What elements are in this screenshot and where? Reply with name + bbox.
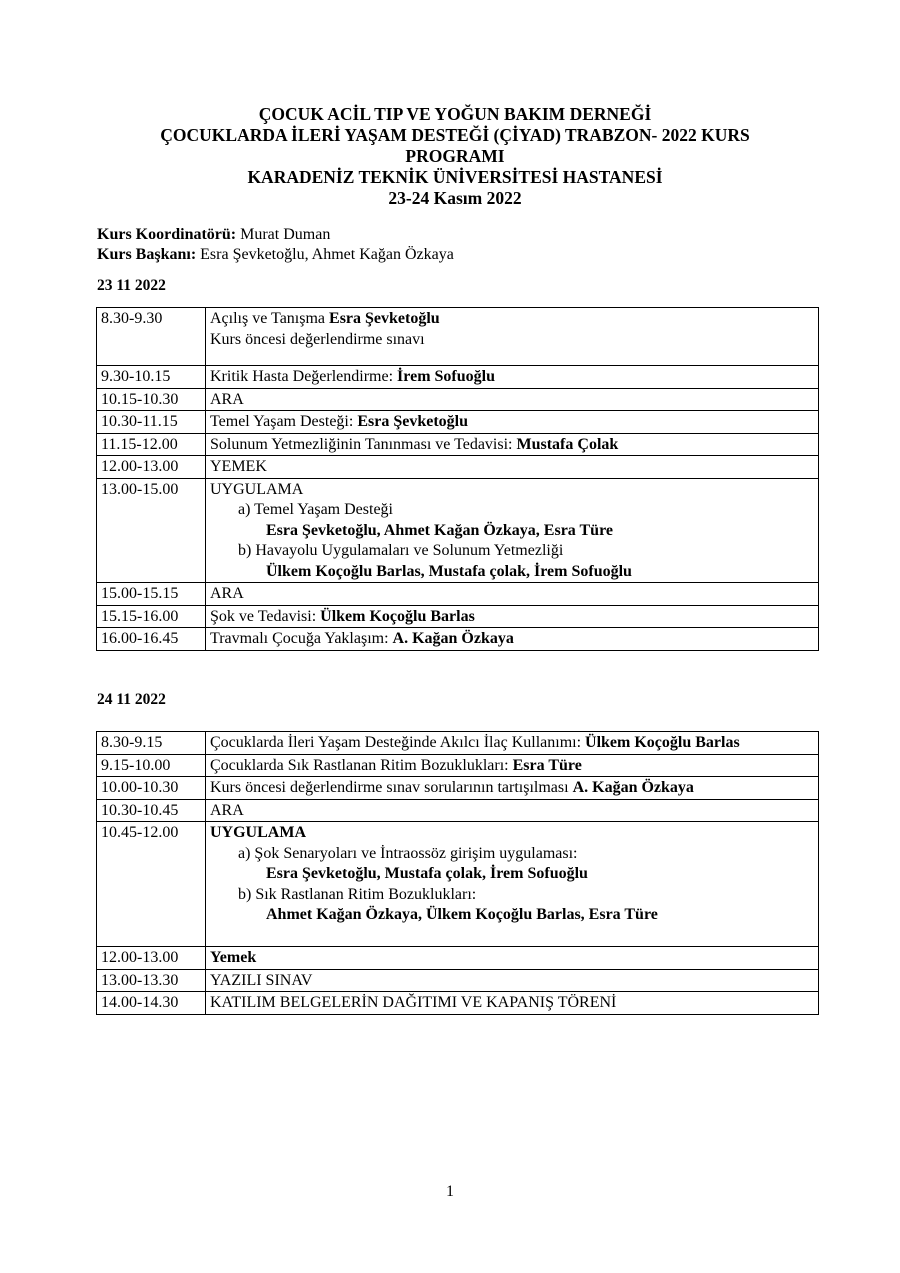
session-title: UYGULAMA [210, 480, 304, 498]
coordinator-line [97, 225, 330, 245]
document-title [60, 104, 850, 209]
practice-group-a: a) Temel Yaşam Desteği [238, 501, 393, 518]
table-row [97, 366, 819, 389]
table-row [97, 308, 819, 366]
title-line-hospital: KARADENİZ TEKNİK ÜNİVERSİTESİ HASTANESİ [247, 167, 663, 187]
session-cell: YEMEK [206, 456, 819, 479]
session-cell: ARA [206, 388, 819, 411]
session-cell [206, 628, 819, 651]
practice-group-a-trainers: Esra Şevketoğlu, Mustafa çolak, İrem Sofuoğlu [266, 865, 588, 882]
time-cell: 16.00-16.45 [97, 628, 206, 651]
time-cell: 12.00-13.00 [97, 456, 206, 479]
table-row [97, 456, 819, 479]
session-speaker: Esra Şevketoğlu [357, 413, 468, 430]
session-cell: ARA [206, 799, 819, 822]
session-speaker: Esra Türe [512, 756, 582, 774]
time-cell: 14.00-14.30 [97, 992, 206, 1015]
session-title: UYGULAMA [210, 824, 306, 841]
table-row [97, 605, 819, 628]
time-cell: 13.00-13.30 [97, 969, 206, 992]
session-cell: ARA [206, 583, 819, 606]
table-row [97, 478, 819, 583]
time-cell: 13.00-15.00 [97, 478, 206, 583]
table-row [97, 992, 819, 1015]
session-title: Travmalı Çocuğa Yaklaşım: [210, 630, 393, 647]
session-title: Şok ve Tedavisi: [210, 607, 321, 625]
session-cell [206, 605, 819, 628]
session-speaker: Ülkem Koçoğlu Barlas [320, 607, 475, 625]
table-row [97, 822, 819, 947]
table-row [97, 411, 819, 434]
title-line-association: ÇOCUK ACİL TIP VE YOĞUN BAKIM DERNEĞİ [258, 104, 652, 124]
table-row [97, 754, 819, 777]
time-cell: 10.00-10.30 [97, 777, 206, 800]
page-number: 1 [446, 1183, 454, 1200]
practice-group-b-trainers: Ahmet Kağan Özkaya, Ülkem Koçoğlu Barlas, Esra Türe [266, 906, 658, 923]
time-cell: 9.15-10.00 [97, 754, 206, 777]
time-cell: 10.15-10.30 [97, 388, 206, 411]
session-cell [206, 822, 819, 947]
session-cell [206, 433, 819, 456]
session-note: Kurs öncesi değerlendirme sınavı [210, 330, 425, 348]
session-cell [206, 777, 819, 800]
session-cell: Yemek [206, 947, 819, 970]
time-cell: 10.30-10.45 [97, 799, 206, 822]
table-row [97, 433, 819, 456]
day2-date: 24 11 2022 [97, 691, 166, 708]
session-cell [206, 732, 819, 755]
session-speaker: Mustafa Çolak [516, 435, 619, 453]
coordinator-label: Kurs Koordinatörü: [97, 226, 237, 243]
day1-schedule-table [96, 307, 819, 651]
session-title: Kurs öncesi değerlendirme sınav sorularının tartışılması [210, 779, 573, 796]
title-line-program: PROGRAMI [405, 146, 505, 166]
table-row [97, 777, 819, 800]
practice-group-b-trainers: Ülkem Koçoğlu Barlas, Mustafa çolak, İrem Sofuoğlu [266, 562, 632, 580]
table-row [97, 969, 819, 992]
table-row [97, 947, 819, 970]
session-title: Solunum Yetmezliğinin Tanınması ve Tedavisi: [210, 435, 517, 453]
day1-date: 23 11 2022 [97, 277, 166, 294]
coordinator-name: Murat Duman [236, 226, 331, 243]
session-cell [206, 478, 819, 583]
session-cell [206, 366, 819, 389]
time-cell: 10.45-12.00 [97, 822, 206, 947]
time-cell: 12.00-13.00 [97, 947, 206, 970]
time-cell: 8.30-9.15 [97, 732, 206, 755]
session-speaker: A. Kağan Özkaya [392, 630, 514, 647]
time-cell: 8.30-9.30 [97, 308, 206, 366]
time-cell: 15.00-15.15 [97, 583, 206, 606]
practice-group-b: b) Sık Rastlanan Ritim Bozuklukları: [238, 885, 477, 903]
session-title: Açılış ve Tanışma [210, 310, 330, 327]
table-row [97, 628, 819, 651]
time-cell: 11.15-12.00 [97, 433, 206, 456]
session-title: Çocuklarda Sık Rastlanan Ritim Bozuklukları: [210, 756, 513, 774]
time-cell: 10.30-11.15 [97, 411, 206, 434]
session-title: Temel Yaşam Desteği: [210, 413, 358, 430]
session-cell [206, 308, 819, 366]
session-cell: KATILIM BELGELERİN DAĞITIMI VE KAPANIŞ TÖRENİ [206, 992, 819, 1015]
chair-label: Kurs Başkanı: [97, 246, 197, 263]
table-row [97, 799, 819, 822]
session-speaker: Ülkem Koçoğlu Barlas [585, 734, 740, 751]
title-line-course: ÇOCUKLARDA İLERİ YAŞAM DESTEĞİ (ÇİYAD) TRABZON- 2022 KURS [160, 125, 750, 145]
session-speaker: İrem Sofuoğlu [397, 368, 495, 385]
chair-line [97, 245, 454, 265]
session-title: Çocuklarda İleri Yaşam Desteğinde Akılcı İlaç Kullanımı: [210, 734, 586, 751]
time-cell: 9.30-10.15 [97, 366, 206, 389]
time-cell: 15.15-16.00 [97, 605, 206, 628]
session-cell [206, 754, 819, 777]
practice-group-a-trainers: Esra Şevketoğlu, Ahmet Kağan Özkaya, Esra Türe [266, 521, 613, 539]
table-row [97, 732, 819, 755]
session-cell [206, 411, 819, 434]
practice-group-b: b) Havayolu Uygulamaları ve Solunum Yetmezliği [238, 542, 564, 559]
practice-group-a: a) Şok Senaryoları ve İntraossöz girişim uygulaması: [238, 844, 578, 862]
title-line-dates: 23-24 Kasım 2022 [388, 188, 522, 208]
session-speaker: Esra Şevketoğlu [329, 310, 440, 327]
table-row [97, 388, 819, 411]
session-title: Kritik Hasta Değerlendirme: [210, 368, 398, 385]
session-speaker: A. Kağan Özkaya [572, 779, 694, 796]
session-cell: YAZILI SINAV [206, 969, 819, 992]
chair-names: Esra Şevketoğlu, Ahmet Kağan Özkaya [196, 246, 454, 263]
day2-schedule-table [96, 731, 819, 1015]
table-row [97, 583, 819, 606]
